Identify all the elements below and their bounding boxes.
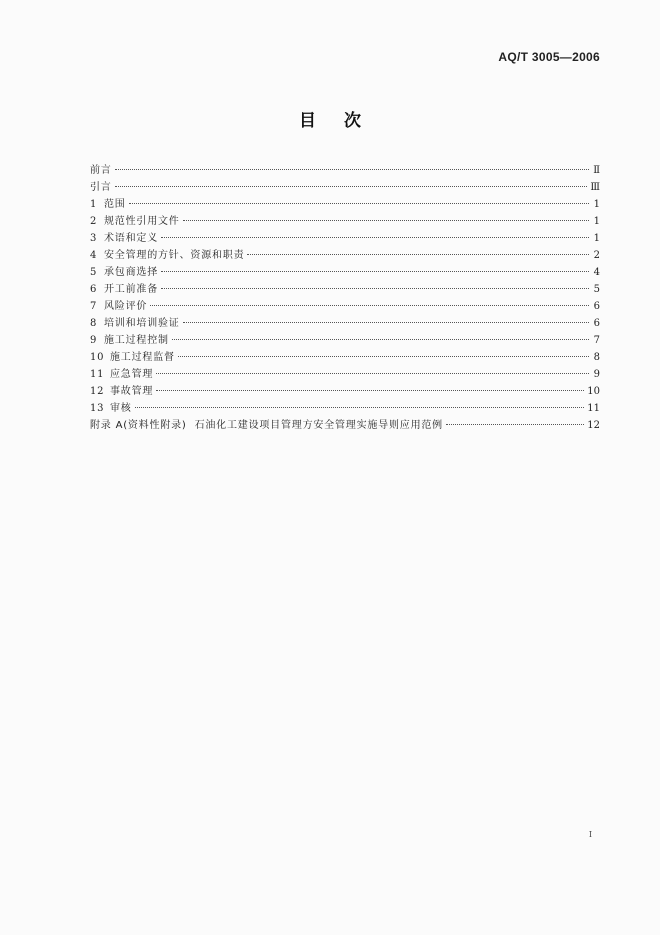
toc-entry-page: 1 [593,233,600,244]
toc-entry-label: 应急管理 [110,369,154,380]
toc-entry-page: 11 [587,403,600,414]
toc-leader-dots [115,169,589,170]
toc-entry-page: 7 [593,335,600,346]
toc-leader-dots [129,203,589,204]
toc-entry-page: 6 [593,301,600,312]
table-of-contents [90,162,600,434]
page-title: 目次 [299,111,389,131]
toc-leader-dots [247,254,589,255]
toc-entry-number: 13 [90,403,105,414]
toc-leader-dots [161,237,589,238]
toc-entry-13[interactable] [90,400,600,417]
toc-entry-12[interactable] [90,383,600,400]
toc-leader-dots [178,356,589,357]
toc-leader-dots [183,322,589,323]
toc-entry-introduction[interactable] [90,179,600,196]
toc-entry-label: 施工过程控制 [104,335,169,346]
toc-entry-page: 12 [587,420,600,431]
toc-entry-label: 安全管理的方针、资源和职责 [104,250,245,261]
toc-entry-number: 4 [90,250,98,261]
toc-entry-number: 12 [90,386,105,397]
toc-entry-number: 9 [90,335,98,346]
toc-entry-page: 1 [593,199,600,210]
toc-entry-9[interactable] [90,332,600,349]
toc-entry-title [90,383,153,400]
toc-entry-title [90,264,158,281]
toc-entry-label: 前言 [90,165,112,176]
toc-entry-number: 11 [90,369,105,380]
toc-entry-page: 10 [587,386,600,397]
toc-entry-label: 审核 [110,403,132,414]
toc-entry-label: 风险评价 [104,301,148,312]
toc-entry-page: 8 [593,352,600,363]
toc-entry-title [90,298,147,315]
toc-entry-page: Ⅱ [593,165,600,176]
toc-entry-number: 6 [90,284,98,295]
toc-entry-page: 2 [593,250,600,261]
toc-entry-number: 1 [90,199,98,210]
toc-entry-label: 承包商选择 [104,267,158,278]
toc-leader-dots [156,390,584,391]
toc-entry-3[interactable] [90,230,600,247]
toc-entry-page: 5 [593,284,600,295]
toc-leader-dots [161,288,589,289]
toc-entry-5[interactable] [90,264,600,281]
toc-entry-title [90,315,180,332]
toc-entry-foreword[interactable] [90,162,600,179]
toc-entry-number: 10 [90,352,105,363]
toc-entry-page: Ⅲ [590,182,600,193]
toc-leader-dots [156,373,589,374]
toc-entry-11[interactable] [90,366,600,383]
toc-entry-title [90,281,158,298]
toc-leader-dots [115,186,588,187]
toc-entry-label: 培训和培训验证 [104,318,180,329]
toc-leader-dots [446,424,584,425]
toc-entry-title [90,400,132,417]
toc-entry-title [90,213,180,230]
toc-entry-title [90,247,244,264]
toc-entry-number: 8 [90,318,98,329]
toc-leader-dots [150,305,589,306]
toc-entry-label: 事故管理 [110,386,154,397]
toc-entry-title [90,366,153,383]
toc-entry-1[interactable] [90,196,600,213]
toc-entry-label: 范围 [104,199,126,210]
toc-entry-label: 引言 [90,182,112,193]
toc-entry-page: 4 [593,267,600,278]
toc-leader-dots [172,339,589,340]
toc-entry-6[interactable] [90,281,600,298]
toc-entry-2[interactable] [90,213,600,230]
toc-entry-number: 3 [90,233,98,244]
toc-entry-4[interactable] [90,247,600,264]
standard-code: AQ/T 3005—2006 [498,50,600,64]
toc-entry-number: 2 [90,216,98,227]
toc-leader-dots [135,407,585,408]
toc-entry-label: 规范性引用文件 [104,216,180,227]
toc-entry-8[interactable] [90,315,600,332]
toc-entry-label: 开工前准备 [104,284,158,295]
toc-entry-title [90,230,158,247]
toc-entry-page: 9 [593,369,600,380]
toc-leader-dots [183,220,589,221]
toc-entry-page: 1 [593,216,600,227]
toc-entry-title [90,196,126,213]
toc-entry-10[interactable] [90,349,600,366]
toc-entry-label: 术语和定义 [104,233,158,244]
toc-entry-appendix-a[interactable] [90,417,600,434]
toc-leader-dots [161,271,589,272]
toc-entry-title [90,332,169,349]
toc-entry-7[interactable] [90,298,600,315]
toc-entry-label: 施工过程监督 [110,352,175,363]
toc-entry-page: 6 [593,318,600,329]
toc-entry-number: 7 [90,301,98,312]
toc-entry-label: 附录 A(资料性附录) 石油化工建设项目管理方安全管理实施导则应用范例 [90,420,443,431]
toc-entry-number: 5 [90,267,98,278]
page-number: I [588,830,592,839]
toc-entry-title [90,349,175,366]
